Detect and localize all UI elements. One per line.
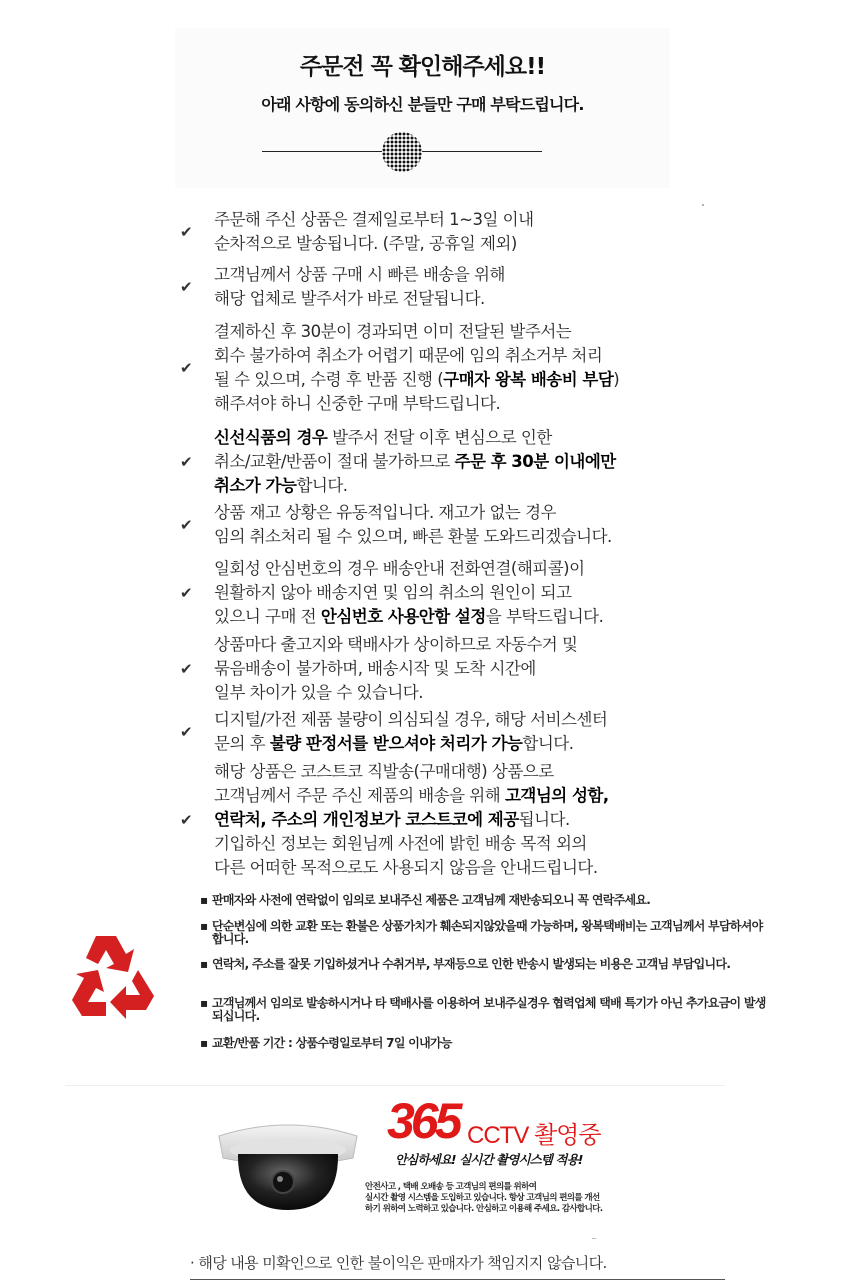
footer-note: · 해당 내용 미확인으로 인한 불이익은 판매자가 책임지지 않습니다. xyxy=(190,1254,607,1272)
notice-text xyxy=(214,501,612,549)
notice-item xyxy=(178,426,698,498)
checkmark-icon: ✔ xyxy=(180,453,193,471)
notice-segment: 취소/교환/반품이 절대 불가하므로 xyxy=(214,452,455,471)
notice-item xyxy=(178,320,698,416)
notice-line xyxy=(214,426,616,450)
checkmark-icon: ✔ xyxy=(180,359,193,377)
notice-segment: 임의 취소처리 될 수 있으며, 빠른 환불 도와드리겠습니다. xyxy=(214,527,612,546)
checkmark-icon: ✔ xyxy=(180,723,193,741)
notice-item xyxy=(178,633,698,705)
notice-segment: 있으니 구매 전 xyxy=(214,607,321,626)
notice-segment: 될 수 있으며, 수령 후 반품 진행 ( xyxy=(214,370,444,389)
cctv-camera-icon xyxy=(213,1106,363,1216)
notice-segment: 순차적으로 발송됩니다. (주말, 공휴일 제외) xyxy=(214,234,517,253)
notice-line xyxy=(214,657,577,681)
notice-segment: 회수 불가하여 취소가 어렵기 때문에 임의 취소거부 처리 xyxy=(214,346,603,365)
notice-item xyxy=(178,708,698,756)
notice-segment: 고객님께서 상품 구매 시 빠른 배송을 위해 xyxy=(214,265,505,284)
notice-line xyxy=(214,287,505,311)
notice-line xyxy=(214,856,609,880)
notice-line xyxy=(214,501,612,525)
notice-emphasis: 신선식품의 경우 xyxy=(214,428,328,447)
notice-segment: 묶음배송이 불가하며, 배송시작 및 도착 시간에 xyxy=(214,659,536,678)
checkmark-icon: ✔ xyxy=(180,516,193,534)
notice-line xyxy=(214,633,577,657)
notice-text xyxy=(214,708,607,756)
notice-emphasis: 불량 판정서를 받으셔야 처리가 가능 xyxy=(269,734,523,753)
notice-emphasis: 취소가 가능 xyxy=(214,476,297,495)
notice-line xyxy=(214,832,609,856)
notice-segment: 해당 상품은 코스트코 직발송(구매대행) 상품으로 xyxy=(214,762,554,781)
cctv-description: 안전사고 , 택배 오배송 등 고객님의 편의를 위하여 실시간 촬영 시스템을 도입하고 있습니다. 항상 고객님의 편의를 개선 하기 위하여 노력하고 있습니다. 안심하고 이용해 주세요. 감사합니다. xyxy=(365,1182,603,1214)
notice-line xyxy=(214,344,619,368)
notice-line xyxy=(214,368,619,392)
notice-segment: 기입하신 정보는 회원님께 사전에 밝힌 배송 목적 외의 xyxy=(214,834,587,853)
notice-emphasis: 구매자 왕복 배송비 부담 xyxy=(443,370,614,389)
decorative-dot xyxy=(702,204,704,206)
notice-item xyxy=(178,557,698,629)
policy-item: ▪ 연락처, 주소를 잘못 기입하셨거나 수취거부, 부재등으로 인한 반송시 발생되는 비용은 고객님 부담입니다. xyxy=(200,957,731,971)
policy-item: ▪ 단순변심에 의한 교환 또는 환불은 상품가치가 훼손되지않았을때 가능하며, 왕복택배비는 고객님께서 부담하셔야 합니다. xyxy=(200,919,763,946)
recycle-icon xyxy=(58,924,168,1024)
notice-item xyxy=(178,760,698,880)
notice-line xyxy=(214,557,603,581)
notice-line xyxy=(214,581,603,605)
cctv-365-label: 365 xyxy=(387,1093,459,1149)
notice-segment: 일부 차이가 있을 수 있습니다. xyxy=(214,683,423,702)
notice-emphasis: 안심번호 사용안함 설정 xyxy=(320,607,486,626)
notice-segment: ) xyxy=(613,370,620,389)
notice-line xyxy=(214,450,616,474)
notice-line xyxy=(214,525,612,549)
policy-item: ▪ 교환/반품 기간 : 상품수령일로부터 7일 이내가능 xyxy=(200,1036,452,1050)
cctv-title: CCTV 촬영중 xyxy=(467,1122,601,1149)
notice-line xyxy=(214,474,616,498)
decorative-mark xyxy=(592,1238,596,1239)
checkmark-icon: ✔ xyxy=(180,660,193,678)
notice-text xyxy=(214,633,577,705)
checkmark-icon: ✔ xyxy=(180,223,193,241)
notice-segment: 주문해 주신 상품은 결제일로부터 1~3일 이내 xyxy=(214,210,534,229)
notice-line xyxy=(214,732,607,756)
notice-emphasis: 주문 후 30분 이내에만 xyxy=(454,452,616,471)
notice-segment: 문의 후 xyxy=(214,734,270,753)
notice-text xyxy=(214,208,534,256)
page-title: 주문전 꼭 확인해주세요!! xyxy=(299,54,546,80)
policy-item: ▪ 판매자와 사전에 연락없이 임의로 보내주신 제품은 고객님께 재반송되오니 꼭 연락주세요. xyxy=(200,893,651,907)
notice-line xyxy=(214,681,577,705)
notice-text xyxy=(214,263,505,311)
policy-item: ▪ 고객님께서 임의로 발송하시거나 타 택배사를 이용하여 보내주실경우 협력업체 택배 특기가 아닌 추가요금이 발생되십니다. xyxy=(200,996,766,1023)
checkmark-icon: ✔ xyxy=(180,278,193,296)
cctv-subtitle: 안심하세요! 실시간 촬영시스템 적용! xyxy=(395,1152,583,1167)
notice-text xyxy=(214,557,603,629)
notice-segment: 다른 어떠한 목적으로도 사용되지 않음을 안내드립니다. xyxy=(214,858,598,877)
notice-line xyxy=(214,232,534,256)
notice-line xyxy=(214,208,534,232)
notice-line xyxy=(214,808,609,832)
notice-line xyxy=(214,263,505,287)
notice-segment: 을 부탁드립니다. xyxy=(485,607,604,626)
notice-line xyxy=(214,784,609,808)
notice-text xyxy=(214,426,616,498)
notice-line xyxy=(214,708,607,732)
cctv-banner xyxy=(65,1085,725,1226)
notice-segment: 해주셔야 하니 신중한 구매 부탁드립니다. xyxy=(214,394,501,413)
notice-segment: 고객님께서 주문 주신 제품의 배송을 위해 xyxy=(214,786,505,805)
notice-segment: 상품마다 출고지와 택배사가 상이하므로 자동수거 및 xyxy=(214,635,578,654)
notice-text xyxy=(214,760,609,880)
notice-text xyxy=(214,320,619,416)
notice-segment: 합니다. xyxy=(522,734,574,753)
notice-segment: 디지털/가전 제품 불량이 의심되실 경우, 해당 서비스센터 xyxy=(214,710,608,729)
notice-segment: 해당 업체로 발주서가 바로 전달됩니다. xyxy=(214,289,485,308)
notice-line xyxy=(214,392,619,416)
notice-emphasis: 고객님의 성함, xyxy=(504,786,609,805)
notice-segment: 원활하지 않아 배송지연 및 임의 취소의 원인이 되고 xyxy=(214,583,572,602)
notice-line xyxy=(214,320,619,344)
footer-divider xyxy=(190,1279,725,1280)
notice-item xyxy=(178,501,698,549)
notice-segment: 발주서 전달 이후 변심으로 인한 xyxy=(327,428,552,447)
notice-line xyxy=(214,760,609,784)
checkmark-icon: ✔ xyxy=(180,811,193,829)
dotted-circle-ornament xyxy=(382,132,422,172)
notice-segment: 됩니다. xyxy=(518,810,570,829)
notice-emphasis: 연락처, 주소의 개인정보가 코스트코에 제공 xyxy=(214,810,519,829)
notice-line xyxy=(214,605,603,629)
checkmark-icon: ✔ xyxy=(180,584,193,602)
notice-segment: 합니다. xyxy=(296,476,348,495)
notice-item xyxy=(178,208,698,256)
page-subtitle: 아래 사항에 동의하신 분들만 구매 부탁드립니다. xyxy=(261,95,584,114)
notice-item xyxy=(178,263,698,311)
notice-segment: 결제하신 후 30분이 경과되면 이미 전달된 발주서는 xyxy=(214,322,572,341)
notice-segment: 일회성 안심번호의 경우 배송안내 전화연결(해피콜)이 xyxy=(214,559,585,578)
notice-segment: 상품 재고 상황은 유동적입니다. 재고가 없는 경우 xyxy=(214,503,556,522)
notice-header xyxy=(175,28,670,188)
